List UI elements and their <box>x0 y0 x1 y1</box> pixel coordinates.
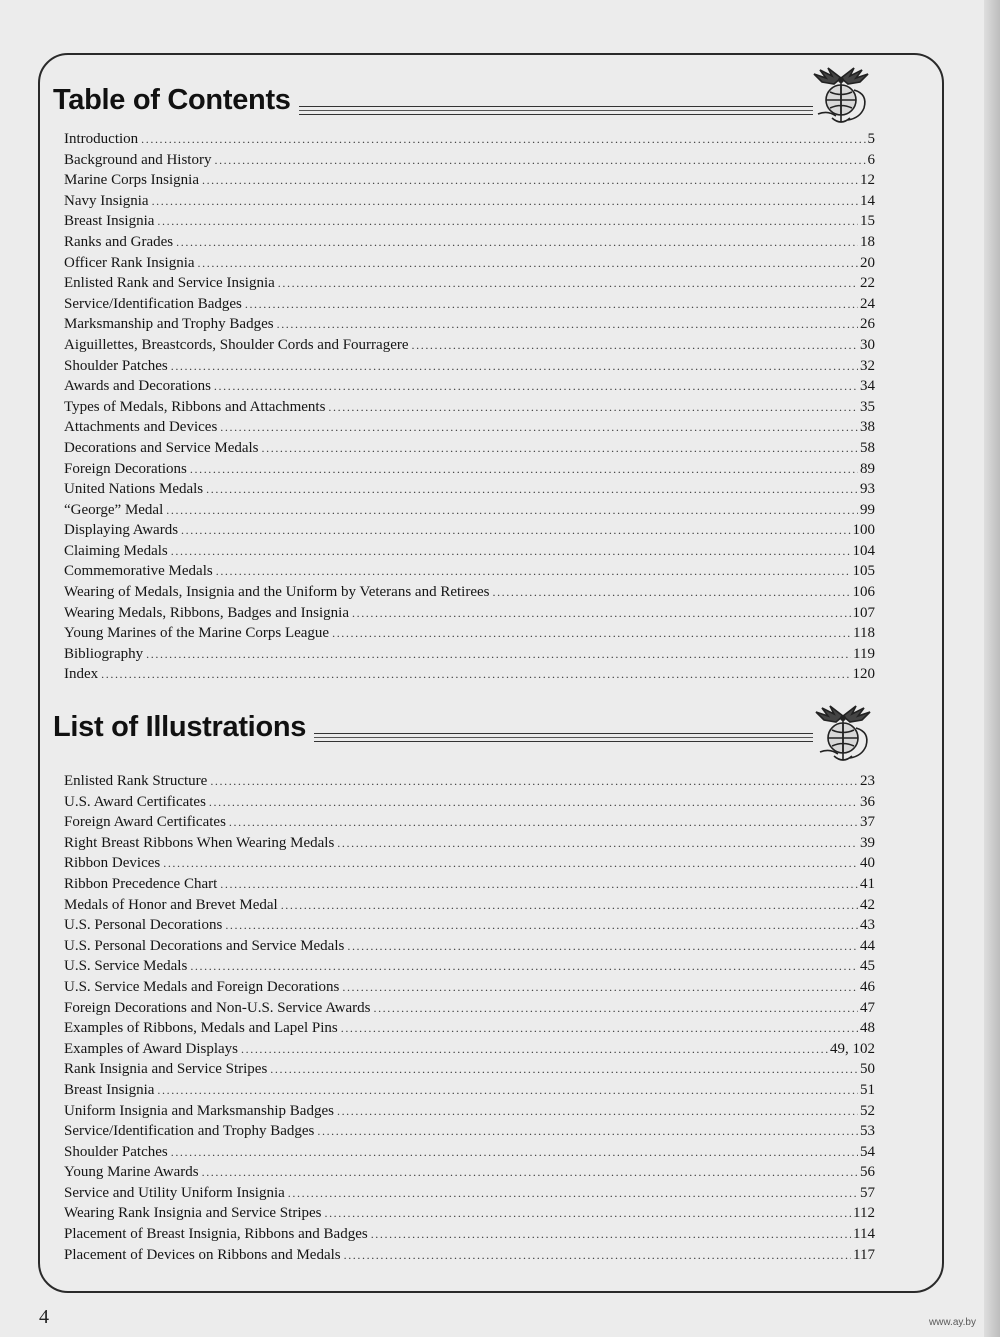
toc-entry[interactable]: Types of Medals, Ribbons and Attachments ..... 35 <box>64 397 875 418</box>
illustration-entry[interactable]: U.S. Personal Decorations ..... 43 <box>64 915 875 936</box>
toc-entry[interactable]: Ranks and Grades ..... 18 <box>64 232 875 253</box>
illustration-entry[interactable]: Right Breast Ribbons When Wearing Medals ..... 39 <box>64 833 875 854</box>
toc-entry[interactable]: Young Marines of the Marine Corps League ..... 118 <box>64 623 875 644</box>
illustration-entry[interactable]: Placement of Breast Insignia, Ribbons and Badges ..... 114 <box>64 1224 875 1245</box>
toc-entry[interactable]: Service/Identification Badges ..... 24 <box>64 294 875 315</box>
illustration-entry[interactable]: U.S. Service Medals ..... 45 <box>64 956 875 977</box>
illustration-entry[interactable]: Enlisted Rank Structure ..... 23 <box>64 771 875 792</box>
illustrations-title: List of Illustrations <box>53 711 314 744</box>
toc-entry[interactable]: Shoulder Patches ..... 32 <box>64 356 875 377</box>
illustration-entry[interactable]: Service and Utility Uniform Insignia ..... 57 <box>64 1183 875 1204</box>
toc-header <box>53 84 813 124</box>
toc-entry[interactable]: United Nations Medals ..... 93 <box>64 479 875 500</box>
toc-entry[interactable]: Commemorative Medals ..... 105 <box>64 561 875 582</box>
page-number: 4 <box>39 1306 49 1328</box>
toc-entry[interactable]: Officer Rank Insignia ..... 20 <box>64 253 875 274</box>
illustration-entry[interactable]: Shoulder Patches ..... 54 <box>64 1142 875 1163</box>
toc-entry[interactable]: Awards and Decorations ..... 34 <box>64 376 875 397</box>
illustration-entry[interactable]: Placement of Devices on Ribbons and Medals ..... 117 <box>64 1245 875 1266</box>
illustration-entry[interactable]: Examples of Award Displays ..... 49, 102 <box>64 1039 875 1060</box>
illustration-entry[interactable]: Breast Insignia ..... 51 <box>64 1080 875 1101</box>
illustration-entry[interactable]: U.S. Service Medals and Foreign Decorations ..... 46 <box>64 977 875 998</box>
toc-entry[interactable]: Enlisted Rank and Service Insignia ..... 22 <box>64 273 875 294</box>
illustration-entry[interactable]: Rank Insignia and Service Stripes ..... 50 <box>64 1059 875 1080</box>
toc-entry[interactable]: Background and History ..... 6 <box>64 150 875 171</box>
illustration-entry[interactable]: Ribbon Devices ..... 40 <box>64 853 875 874</box>
illustration-entry[interactable]: Ribbon Precedence Chart ..... 41 <box>64 874 875 895</box>
toc-entry[interactable]: Decorations and Service Medals ..... 58 <box>64 438 875 459</box>
watermark: www.ay.by <box>928 1317 976 1328</box>
illustration-entry[interactable]: Foreign Award Certificates ..... 37 <box>64 812 875 833</box>
toc-entry[interactable]: Aiguillettes, Breastcords, Shoulder Cords and Fourragere ..... 30 <box>64 335 875 356</box>
illustration-entry[interactable]: Medals of Honor and Brevet Medal ..... 42 <box>64 895 875 916</box>
toc-entry[interactable]: Marine Corps Insignia ..... 12 <box>64 170 875 191</box>
toc-entry[interactable]: Foreign Decorations ..... 89 <box>64 459 875 480</box>
page-edge-shadow <box>984 0 1000 1337</box>
toc-entry[interactable]: Index ..... 120 <box>64 664 875 685</box>
illustration-entry[interactable]: Foreign Decorations and Non-U.S. Service Awards ..... 47 <box>64 998 875 1019</box>
illustrations-list <box>64 771 875 1265</box>
illustration-entry[interactable]: U.S. Personal Decorations and Service Medals ..... 44 <box>64 936 875 957</box>
toc-entry[interactable]: Attachments and Devices ..... 38 <box>64 417 875 438</box>
toc-entry[interactable]: Claiming Medals ..... 104 <box>64 541 875 562</box>
eagle-globe-anchor-icon <box>810 702 876 764</box>
toc-entry[interactable]: Wearing Medals, Ribbons, Badges and Insignia ..... 107 <box>64 603 875 624</box>
illustration-entry[interactable]: Service/Identification and Trophy Badges ..... 53 <box>64 1121 875 1142</box>
illustration-entry[interactable]: Uniform Insignia and Marksmanship Badges ..... 52 <box>64 1101 875 1122</box>
toc-title: Table of Contents <box>53 84 299 117</box>
toc-entry[interactable]: Displaying Awards ..... 100 <box>64 520 875 541</box>
toc-entry[interactable]: Breast Insignia ..... 15 <box>64 211 875 232</box>
eagle-globe-anchor-icon <box>808 64 874 126</box>
toc-entry[interactable]: Wearing of Medals, Insignia and the Uniform by Veterans and Retirees ..... 106 <box>64 582 875 603</box>
illustration-entry[interactable]: U.S. Award Certificates ..... 36 <box>64 792 875 813</box>
illustration-entry[interactable]: Wearing Rank Insignia and Service Stripes ..... 112 <box>64 1203 875 1224</box>
illustrations-header <box>53 711 813 751</box>
illustration-entry[interactable]: Examples of Ribbons, Medals and Lapel Pins ..... 48 <box>64 1018 875 1039</box>
toc-entry[interactable]: Marksmanship and Trophy Badges ..... 26 <box>64 314 875 335</box>
toc-entry[interactable]: Bibliography ..... 119 <box>64 644 875 665</box>
toc-entry[interactable]: Navy Insignia ..... 14 <box>64 191 875 212</box>
illustration-entry[interactable]: Young Marine Awards ..... 56 <box>64 1162 875 1183</box>
toc-entry[interactable]: Introduction ..... 5 <box>64 129 875 150</box>
toc-list <box>64 129 875 685</box>
toc-entry[interactable]: “George” Medal ..... 99 <box>64 500 875 521</box>
